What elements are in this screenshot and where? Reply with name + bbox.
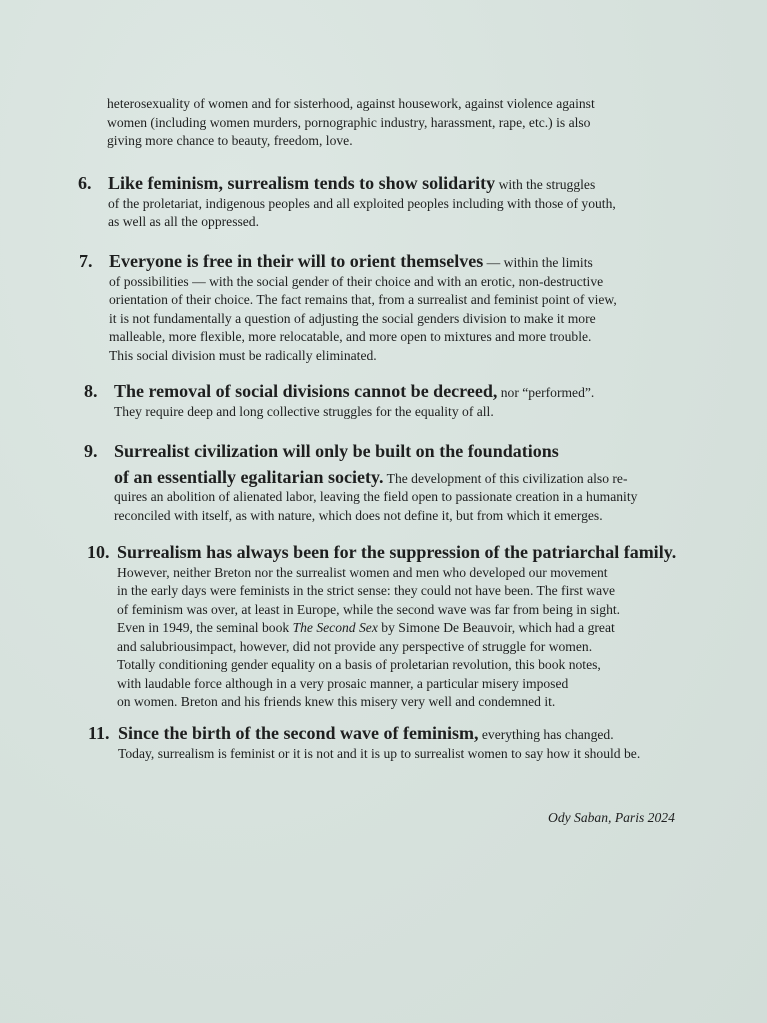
item-number: 10. — [87, 542, 110, 562]
item-body-line: and salubriousimpact, however, did not provide any perspective of struggle for women. — [117, 638, 593, 654]
item-heading-line: Surrealist civilization will only be built on the foundations — [114, 441, 559, 461]
text-segment: Even in 1949, the seminal book — [117, 620, 293, 635]
item-body-line: orientation of their choice. The fact remains that, from a surrealist and feminist point of view, — [109, 292, 617, 307]
item-body-line: reconciled with itself, as with nature, which does not define it, but from which it emerges. — [114, 507, 603, 523]
item-body-line: it is not fundamentally a question of adjusting the social genders division to make it more — [109, 310, 596, 326]
intro-line: heterosexuality of women and for sisterhood, against housework, against violence against — [107, 96, 595, 111]
item-heading: Like feminism, surrealism tends to show solidarity — [108, 173, 496, 193]
item-body-line: with laudable force although in a very prosaic manner, a particular misery imposed — [117, 675, 569, 691]
item-number: 6. — [78, 173, 92, 193]
list-item-10 — [87, 541, 707, 712]
signature: Ody Saban, Paris 2024 — [548, 810, 675, 825]
list-item-7 — [79, 250, 699, 365]
item-number: 7. — [79, 251, 93, 271]
intro-line: women (including women murders, pornographic industry, harassment, rape, etc.) is also — [107, 114, 591, 130]
item-heading: The removal of social divisions cannot be decreed, — [114, 381, 498, 401]
item-lead: — within the limits — [483, 255, 593, 270]
item-body-line: This social division must be radically eliminated. — [109, 347, 377, 363]
item-heading: Everyone is free in their will to orient themselves — [109, 251, 484, 271]
item-body-line: quires an abolition of alienated labor, leaving the field open to passionate creation in a humanity — [114, 489, 638, 504]
text-segment: by Simone De Beauvoir, which had a great — [377, 620, 615, 635]
item-heading: Since the birth of the second wave of feminism, — [118, 723, 479, 743]
item-body-line: of feminism was over, at least in Europe, while the second wave was far from being in sight. — [117, 601, 621, 617]
item-body-line: on women. Breton and his friends knew this misery very well and condemned it. — [117, 694, 556, 709]
item-lead: The development of this civilization also re- — [383, 470, 628, 486]
item-number: 9. — [84, 441, 98, 461]
item-body-line: of possibilities — with the social gender of their choice and with an erotic, non-destructive — [109, 273, 604, 289]
item-number: 11. — [88, 723, 110, 743]
item-heading: Surrealism has always been for the suppression of the patriarchal family. — [117, 542, 677, 562]
item-number: 8. — [84, 381, 98, 401]
list-item-9 — [84, 440, 704, 525]
list-item-6 — [78, 172, 698, 232]
item-lead: everything has changed. — [478, 727, 614, 742]
item-body-line: However, neither Breton nor the surrealist women and men who developed our movement — [117, 564, 608, 580]
item-heading: of an essentially egalitarian society. — [114, 466, 384, 487]
item-body-line: malleable, more flexible, more relocatable, and more open to mixtures and more trouble. — [109, 329, 592, 344]
item-body-line: They require deep and long collective struggles for the equality of all. — [114, 403, 494, 419]
item-body-line: Totally conditioning gender equality on a basis of proletarian revolution, this book notes, — [117, 657, 601, 672]
item-body-line: as well as all the oppressed. — [108, 214, 259, 229]
intro-paragraph — [107, 95, 687, 151]
item-body-line: in the early days were feminists in the strict sense: they could not have been. The first wave — [117, 583, 616, 598]
item-body-line-with-title — [117, 619, 707, 638]
item-lead: nor “performed”. — [497, 385, 595, 400]
item-lead: with the struggles — [495, 177, 596, 192]
item-body-line: Today, surrealism is feminist or it is not and it is up to surrealist women to say how it should be. — [118, 745, 641, 761]
intro-line: giving more chance to beauty, freedom, love. — [107, 133, 353, 148]
list-item-11 — [88, 722, 708, 763]
item-body-line: of the proletariat, indigenous peoples and all exploited peoples including with those of youth, — [108, 195, 616, 211]
list-item-8 — [84, 380, 704, 421]
book-title: The Second Sex — [292, 620, 378, 635]
